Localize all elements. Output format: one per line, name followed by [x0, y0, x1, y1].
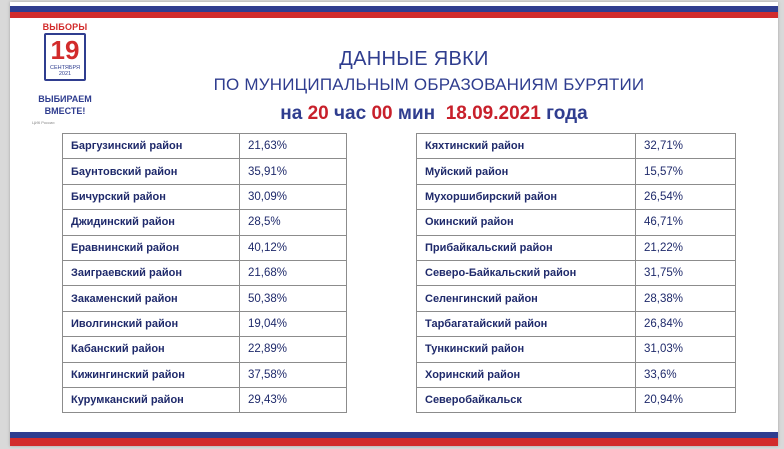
table-row [63, 134, 347, 159]
table-row [417, 337, 736, 362]
turnout-value: 31,75% [636, 260, 736, 285]
time-hours: 20 [307, 103, 329, 124]
table-row [417, 159, 736, 184]
turnout-value: 15,57% [636, 159, 736, 184]
time-date: 18.09.2021 [445, 103, 541, 124]
turnout-value: 20,94% [636, 387, 736, 412]
table-row [63, 260, 347, 285]
table-row [417, 286, 736, 311]
logo-month: СЕНТЯБРЯ [50, 65, 80, 71]
turnout-value: 21,63% [240, 134, 347, 159]
district-name: Северобайкальск [417, 387, 636, 412]
logo-top-text: ВЫБОРЫ [42, 22, 88, 32]
table-row [63, 337, 347, 362]
turnout-value: 26,84% [636, 311, 736, 336]
district-name: Заиграевский район [63, 260, 240, 285]
bottom-stripe-red [10, 438, 778, 446]
table-row [63, 159, 347, 184]
district-name: Тарбагатайский район [417, 311, 636, 336]
table-row [417, 134, 736, 159]
turnout-value: 33,6% [636, 362, 736, 387]
table-row [63, 184, 347, 209]
turnout-value: 26,54% [636, 184, 736, 209]
turnout-value: 19,04% [240, 311, 347, 336]
district-name: Селенгинский район [417, 286, 636, 311]
table-row [417, 210, 736, 235]
turnout-value: 31,03% [636, 337, 736, 362]
district-name: Кижингинский район [63, 362, 240, 387]
slide [10, 2, 778, 446]
turnout-value: 29,43% [240, 387, 347, 412]
logo-day: 19 [50, 35, 80, 65]
turnout-value: 40,12% [240, 235, 347, 260]
turnout-value: 46,71% [636, 210, 736, 235]
turnout-value: 21,68% [240, 260, 347, 285]
turnout-table-left [62, 133, 347, 413]
turnout-value: 22,89% [240, 337, 347, 362]
time-on: на [280, 103, 303, 124]
table-row [63, 387, 347, 412]
table-row [417, 260, 736, 285]
turnout-value: 30,09% [240, 184, 347, 209]
logo-small-text: ЦИК России [32, 120, 55, 125]
district-name: Иволгинский район [63, 311, 240, 336]
page-title: ДАННЫЕ ЯВКИ [339, 48, 489, 70]
district-name: Мухоршибирский район [417, 184, 636, 209]
turnout-value: 32,71% [636, 134, 736, 159]
district-name: Закаменский район [63, 286, 240, 311]
district-name: Окинский район [417, 210, 636, 235]
district-name: Прибайкальский район [417, 235, 636, 260]
turnout-table-right [416, 133, 736, 413]
district-name: Хоринский район [417, 362, 636, 387]
time-minutes: 00 [371, 103, 393, 124]
turnout-value: 21,22% [636, 235, 736, 260]
turnout-value: 35,91% [240, 159, 347, 184]
time-hours-label: час [334, 103, 367, 124]
district-name: Курумканский район [63, 387, 240, 412]
turnout-value: 50,38% [240, 286, 347, 311]
district-name: Тункинский район [417, 337, 636, 362]
district-name: Джидинский район [63, 210, 240, 235]
time-year-label: года [546, 103, 588, 124]
district-name: Баунтовский район [63, 159, 240, 184]
district-name: Кабанский район [63, 337, 240, 362]
top-stripe-red [10, 12, 778, 18]
logo-slogan-line1: ВЫБИРАЕМ [38, 94, 92, 104]
turnout-value: 28,5% [240, 210, 347, 235]
page-subtitle: ПО МУНИЦИПАЛЬНЫМ ОБРАЗОВАНИЯМ БУРЯТИИ [213, 75, 645, 94]
logo-year: 2021 [58, 71, 72, 77]
turnout-value: 37,58% [240, 362, 347, 387]
table-row [63, 235, 347, 260]
time-minutes-label: мин [397, 103, 436, 124]
district-name: Кяхтинский район [417, 134, 636, 159]
district-name: Еравнинский район [63, 235, 240, 260]
table-row [417, 362, 736, 387]
table-row [63, 311, 347, 336]
table-row [417, 311, 736, 336]
district-name: Северо-Байкальский район [417, 260, 636, 285]
district-name: Баргузинский район [63, 134, 240, 159]
table-row [417, 235, 736, 260]
district-name: Муйский район [417, 159, 636, 184]
table-row [417, 184, 736, 209]
logo-slogan-line2: ВМЕСТЕ! [44, 106, 86, 116]
table-row [417, 387, 736, 412]
time-line [10, 103, 778, 125]
table-row [63, 362, 347, 387]
district-name: Бичурский район [63, 184, 240, 209]
table-row [63, 210, 347, 235]
turnout-value: 28,38% [636, 286, 736, 311]
table-row [63, 286, 347, 311]
